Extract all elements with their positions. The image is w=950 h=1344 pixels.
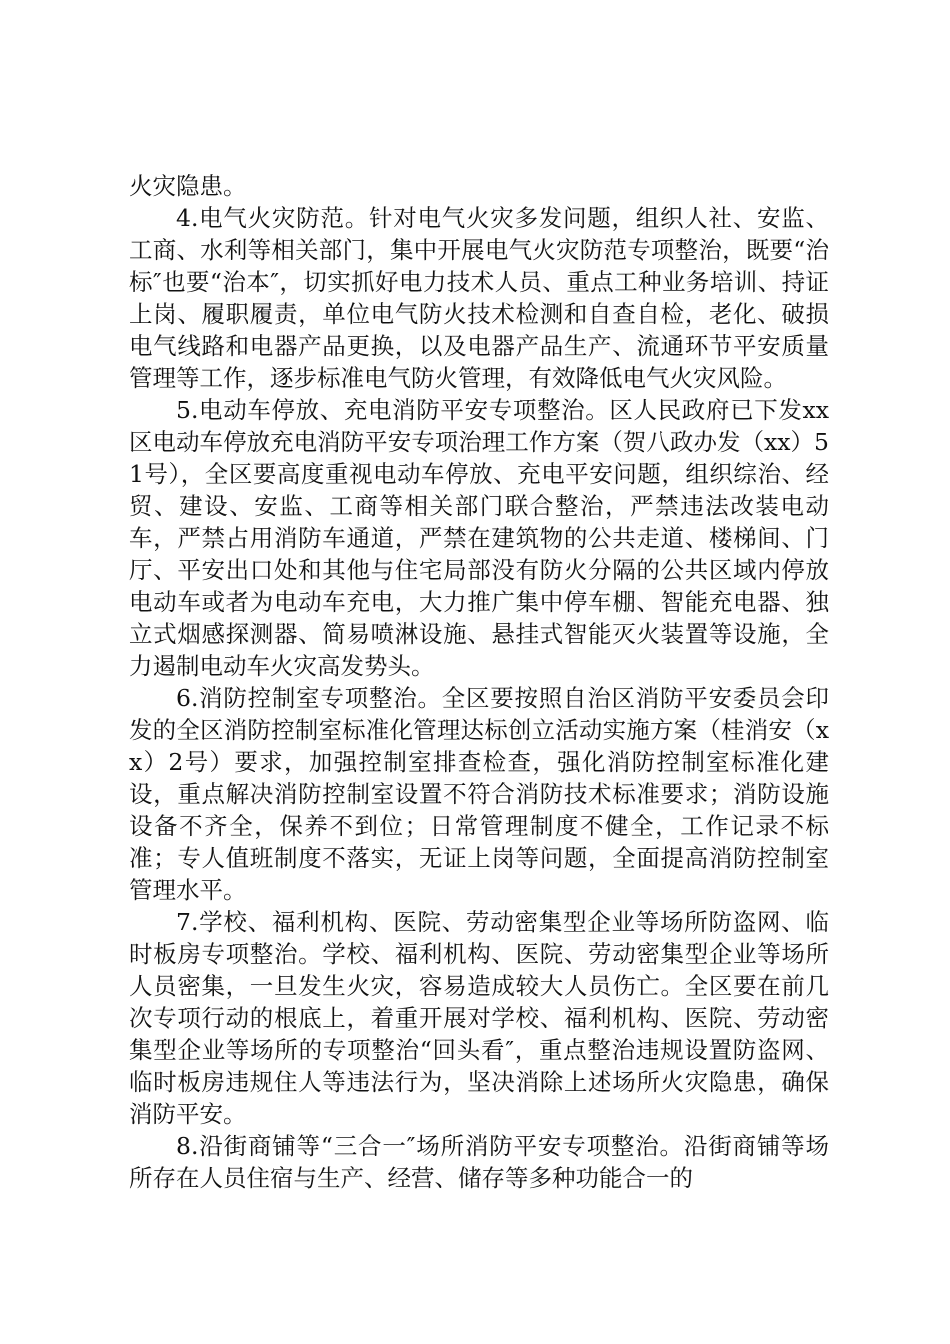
document-page xyxy=(129,170,829,1194)
paragraph-electric-vehicle: 5.电动车停放、充电消防平安专项整治。区人民政府已下发xx区电动车停放充电消防平安专项治理工作方案（贺八政办发（xx）51号），全区要高度重视电动车停放、充电平安问题，组织综治、经贸、建设、安监、工商等相关部门联合整治，严禁违法改装电动车，严禁占用消防车通道，严禁在建筑物的公共走道、楼梯间、门厅、平安出口处和其他与住宅局部没有防火分隔的公共区域内停放电动车或者为电动车充电，大力推广集中停车棚、智能充电器、独立式烟感探测器、简易喷淋设施、悬挂式智能灭火装置等设施，全力遏制电动车火灾高发势头。 xyxy=(129,396,829,680)
paragraph-schools-welfare: 7.学校、福利机构、医院、劳动密集型企业等场所防盗网、临时板房专项整治。学校、福利机构、医院、劳动密集型企业等场所人员密集，一旦发生火灾，容易造成较大人员伤亡。全区要在前几次专项行动的根底上，着重开展对学校、福利机构、医院、劳动密集型企业等场所的专项整治“回头看″，重点整治违规设置防盗网、临时板房违规住人等违法行为，坚决消除上述场所火灾隐患，确保消防平安。 xyxy=(129,908,829,1128)
paragraph-electrical-fire: 4.电气火灾防范。针对电气火灾多发问题，组织人社、安监、工商、水利等相关部门，集中开展电气火灾防范专项整治，既要“治标″也要“治本″，切实抓好电力技术人员、重点工种业务培训、持证上岗、履职履责，单位电气防火技术检测和自查自检，老化、破损电气线路和电器产品更换，以及电器产品生产、流通环节平安质量管理等工作，逐步标准电气防火管理，有效降低电气火灾风险。 xyxy=(129,204,829,392)
paragraph-street-shops: 8.沿街商铺等“三合一″场所消防平安专项整治。沿街商铺等场所存在人员住宿与生产、经营、储存等多种功能合一的 xyxy=(129,1132,829,1192)
paragraph-continuation: 火灾隐患。 xyxy=(129,172,247,200)
paragraph-fire-control-room: 6.消防控制室专项整治。全区要按照自治区消防平安委员会印发的全区消防控制室标准化管理达标创立活动实施方案（桂消安（xx）2号）要求，加强控制室排查检查，强化消防控制室标准化建设，重点解决消防控制室设置不符合消防技术标准要求；消防设施设备不齐全，保养不到位；日常管理制度不健全，工作记录不标准；专人值班制度不落实，无证上岗等问题，全面提高消防控制室管理水平。 xyxy=(129,684,829,904)
